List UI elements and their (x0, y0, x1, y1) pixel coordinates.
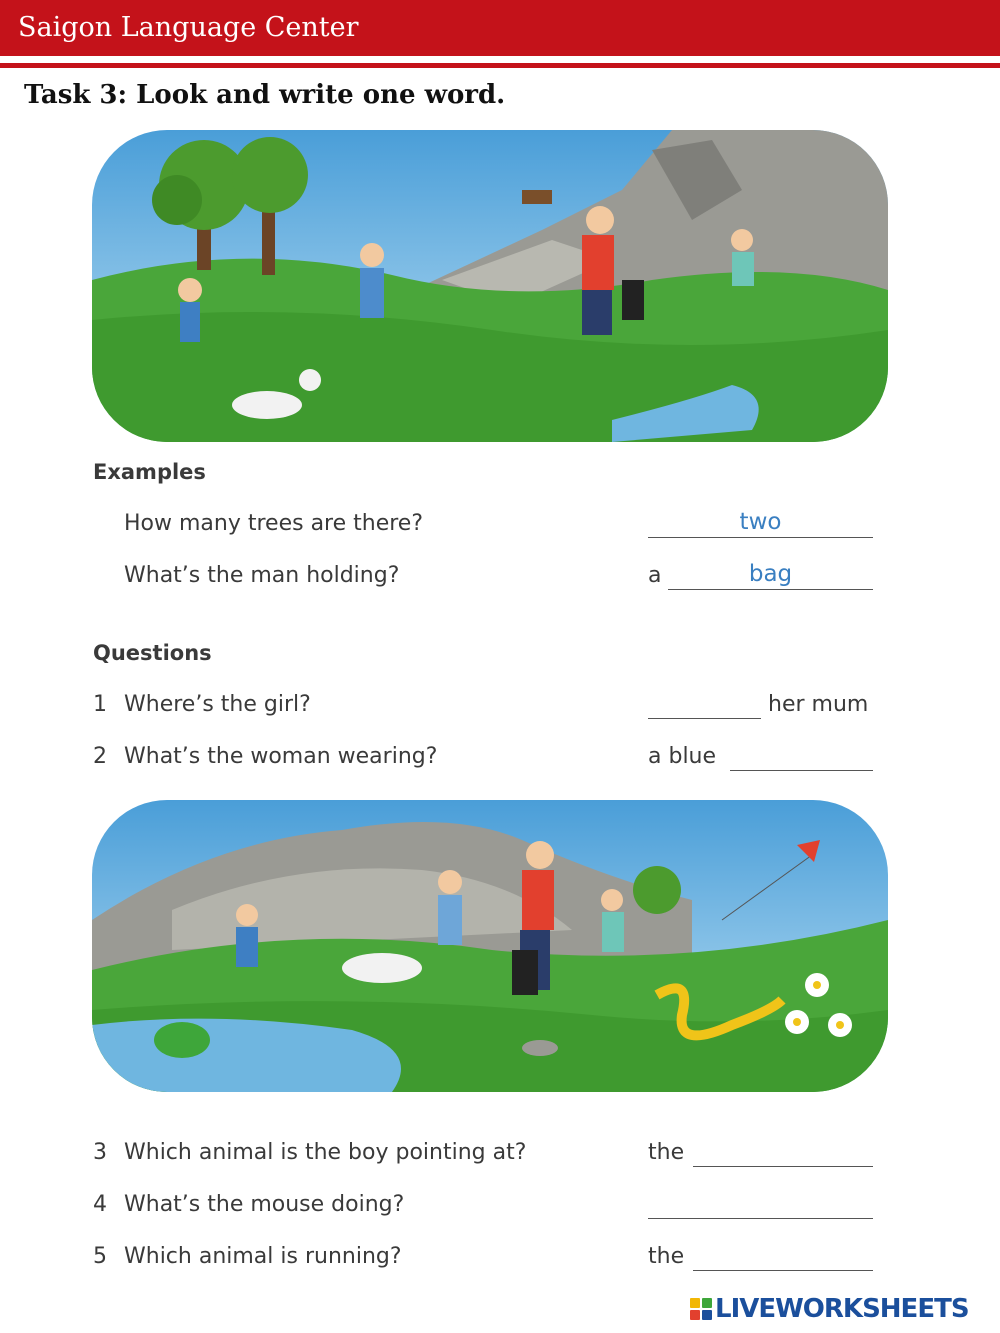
examples-heading: Examples (93, 460, 206, 484)
question-number: 2 (93, 744, 107, 769)
question-number: 4 (93, 1192, 107, 1217)
header-title: Saigon Language Center (18, 12, 359, 43)
answer-blank-1[interactable] (648, 718, 761, 719)
example-row-2 (93, 559, 883, 595)
answer-blank-5[interactable] (693, 1270, 873, 1271)
question-row-4 (93, 1188, 883, 1224)
question-row-5 (93, 1240, 883, 1276)
answer-blank-3[interactable] (693, 1166, 873, 1167)
question-row-3 (93, 1136, 883, 1172)
answer-5[interactable] (648, 1244, 878, 1274)
logo-text: LIVEWORKSHEETS (715, 1294, 969, 1324)
header-bar (0, 0, 1000, 56)
header-divider (0, 63, 1000, 68)
question-number: 3 (93, 1140, 107, 1165)
example-answer (648, 563, 878, 593)
answer-prefix: the (648, 1140, 685, 1165)
task-title: Task 3: Look and write one word. (24, 80, 506, 110)
answer-blank (648, 537, 873, 538)
question-text: What’s the woman wearing? (124, 744, 438, 769)
questions-heading: Questions (93, 641, 212, 665)
question-text: Which animal is the boy pointing at? (124, 1140, 527, 1165)
question-text: Which animal is running? (124, 1244, 402, 1269)
answer-4[interactable] (648, 1192, 878, 1222)
example-question-text: How many trees are there? (124, 511, 424, 536)
answer-prefix: a blue (648, 744, 717, 769)
scene-illustration-1 (92, 130, 888, 442)
liveworksheets-logo (690, 1292, 990, 1326)
example-answer-text: bag (748, 561, 793, 587)
answer-prefix: a (648, 563, 662, 588)
answer-suffix: her mum (768, 692, 869, 717)
example-question-text: What’s the man holding? (124, 563, 400, 588)
question-text: Where’s the girl? (124, 692, 311, 717)
answer-prefix: the (648, 1244, 685, 1269)
example-answer-text: two (739, 509, 782, 535)
question-text: What’s the mouse doing? (124, 1192, 405, 1217)
answer-3[interactable] (648, 1140, 878, 1170)
scene-illustration-2 (92, 800, 888, 1092)
question-number: 5 (93, 1244, 107, 1269)
question-row-1 (93, 688, 883, 724)
example-answer (648, 511, 878, 541)
answer-blank-4[interactable] (648, 1218, 873, 1219)
example-row-1 (93, 507, 883, 543)
question-row-2 (93, 740, 883, 776)
answer-blank (668, 589, 873, 590)
answer-1[interactable] (648, 692, 878, 722)
question-number: 1 (93, 692, 107, 717)
logo-grid-icon (690, 1298, 712, 1320)
answer-blank-2[interactable] (730, 770, 873, 771)
answer-2[interactable] (648, 744, 878, 774)
